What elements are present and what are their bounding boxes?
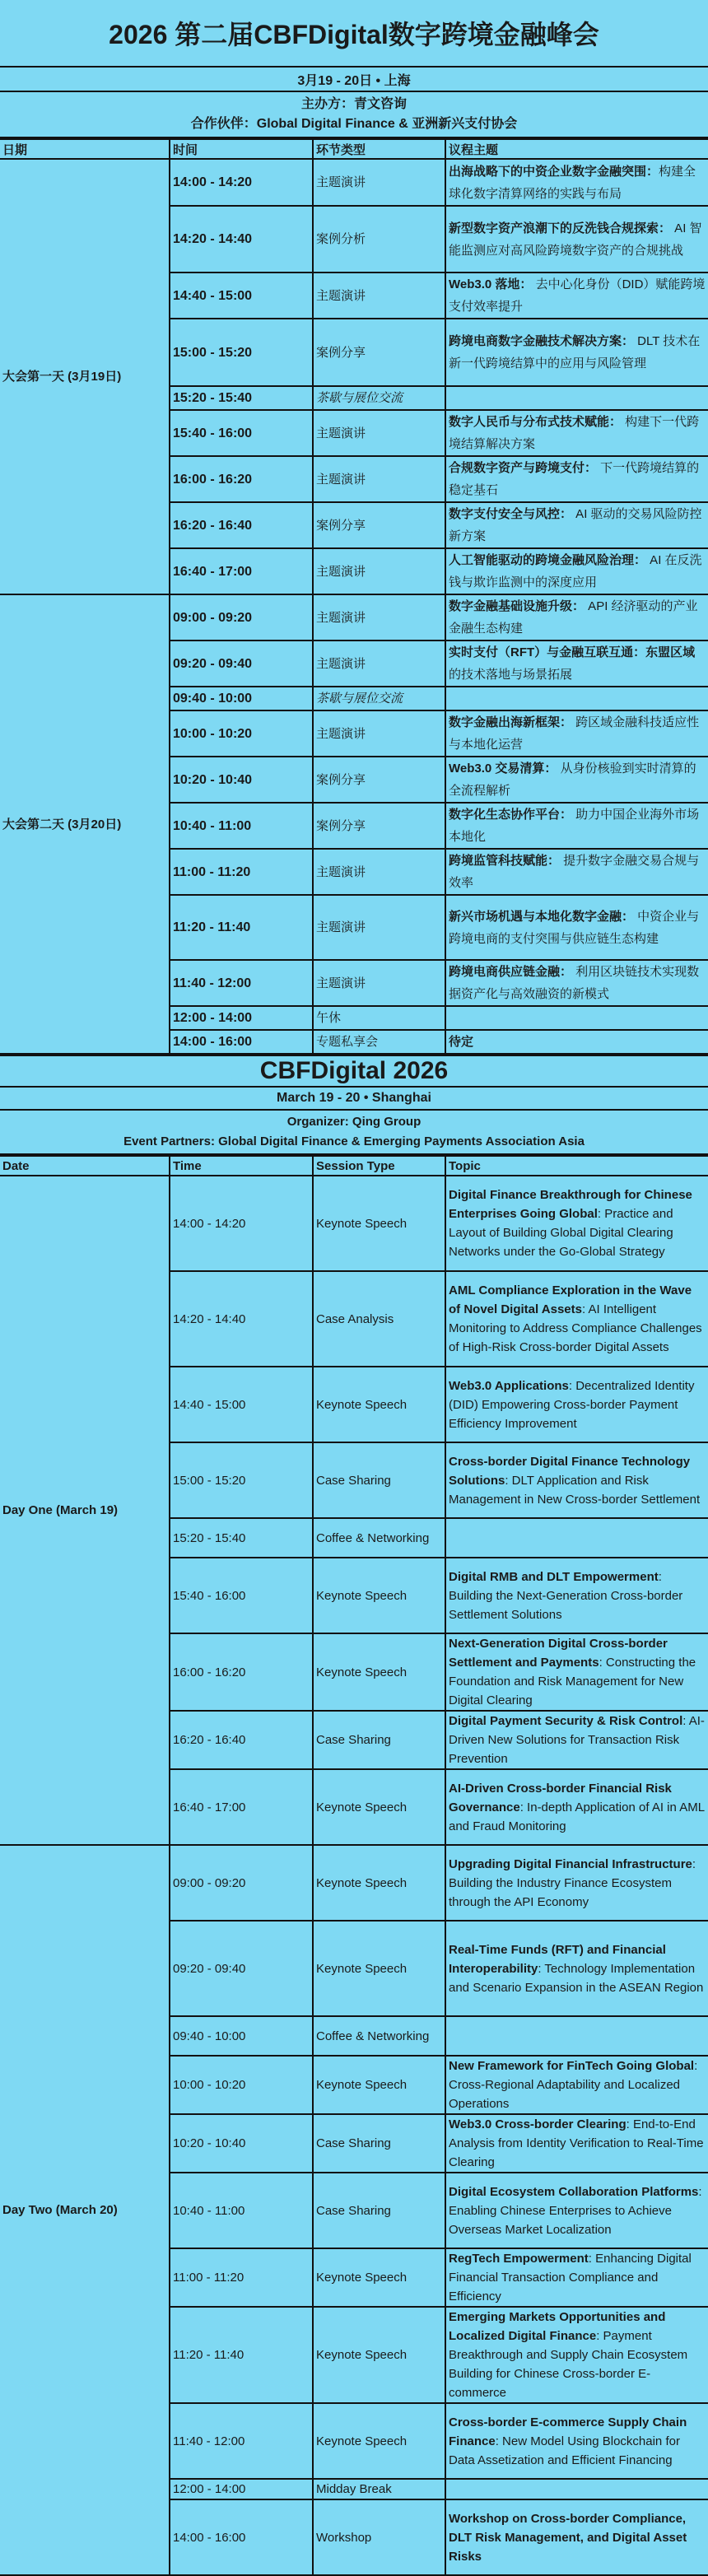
en-partners: Event Partners: Global Digital Finance & Emerging Payments Association Asia [123,1134,585,1148]
cn-topic-description: 的技术落地与场景拓展 [449,668,573,682]
cn-topic-cell [445,273,708,319]
cn-time-cell: 11:20 - 11:40 [170,895,313,960]
cn-time-cell: 16:40 - 17:00 [170,548,313,594]
en-session-type-cell: Keynote Speech [313,2248,445,2307]
cn-session-type-cell: 主题演讲 [313,548,445,594]
cn-topic-description: 中资企业与跨境电商的支付突围与供应链生态构建 [449,909,700,946]
cn-session-type-cell: 主题演讲 [313,641,445,687]
cn-time-cell: 14:00 - 14:20 [170,159,313,206]
en-date-location: March 19 - 20 • Shanghai [0,1088,708,1111]
cn-topic-description: 去中心化身份（DID）赋能跨境支付效率提升 [449,277,706,314]
en-topic-title: New Framework for FinTech Going Global [449,2059,695,2073]
cn-time-cell: 16:20 - 16:40 [170,502,313,548]
cn-session-type-cell: 主题演讲 [313,273,445,319]
cn-topic-cell [445,803,708,849]
en-organizer-block [0,1111,708,1155]
en-topic-description: : Technology Implementation and Scenario Expansion in the ASEAN Region [449,1961,704,1995]
cn-topic-cell [445,502,708,548]
en-topic-cell [445,1769,708,1845]
cn-session-type-cell: 案例分析 [313,206,445,273]
cn-time-cell: 09:40 - 10:00 [170,687,313,710]
en-topic-title: Digital Finance Breakthrough for Chinese Enterprises Going Global [449,1188,692,1221]
cn-topic-cell [445,159,708,206]
en-topic-description: : Building the Next-Generation Cross-border Settlement Solutions [449,1569,683,1622]
en-time-cell: 10:40 - 11:00 [170,2173,313,2248]
cn-topic-description: 构建全球化数字清算网络的实践与布局 [449,164,696,201]
en-topic-title: AML Compliance Exploration in the Wave of Novel Digital Assets [449,1283,692,1316]
en-topic-description: : Payment Breakthrough and Supply Chain Ecosystem Building for Chinese Cross-border E-commerce [449,2329,688,2400]
cn-date-location: 3月19 - 20日 • 上海 [0,68,708,92]
cn-topic-title: 数字人民币与分布式技术赋能： [449,415,622,429]
en-topic-title: AI-Driven Cross-border Financial Risk Governance [449,1781,672,1814]
cn-agenda-table [0,138,708,1055]
cn-topic-cell [445,849,708,895]
cn-topic-description: DLT 技术在新一代跨境结算中的应用与风险管理 [449,334,701,370]
en-session-type-cell: Keynote Speech [313,1769,445,1845]
en-topic-title: Workshop on Cross-border Compliance, DLT Risk Management, and Digital Asset Risks [449,2511,687,2564]
en-session-type-cell: Keynote Speech [313,2056,445,2114]
cn-session-type-cell: 主题演讲 [313,410,445,456]
cn-topic-cell [445,1006,708,1030]
cn-time-cell: 14:40 - 15:00 [170,273,313,319]
en-time-cell: 09:00 - 09:20 [170,1845,313,1921]
en-session-type-cell: Workshop [313,2499,445,2575]
cn-topic-description: 提升数字金融交易合规与效率 [449,854,700,890]
cn-topic-title: 数字支付安全与风控： [449,507,573,521]
cn-topic-title: Web3.0 落地： [449,277,533,291]
en-topic-cell [445,2173,708,2248]
en-time-cell: 11:40 - 12:00 [170,2403,313,2479]
en-time-cell: 14:40 - 15:00 [170,1367,313,1442]
en-time-cell: 11:20 - 11:40 [170,2307,313,2403]
en-session-type-cell: Case Sharing [313,1711,445,1769]
en-topic-title: Next-Generation Digital Cross-border Settlement and Payments [449,1637,668,1670]
cn-topic-cell [445,410,708,456]
en-session-type-cell: Coffee & Networking [313,2016,445,2056]
cn-topic-cell [445,386,708,410]
cn-header-date: 日期 [0,139,170,159]
en-topic-cell [445,2016,708,2056]
en-topic-cell [445,2248,708,2307]
cn-session-type-cell: 茶歇与展位交流 [313,687,445,710]
en-session-type-cell: Case Sharing [313,1442,445,1518]
cn-time-cell: 10:40 - 11:00 [170,803,313,849]
cn-time-cell: 09:00 - 09:20 [170,594,313,641]
cn-time-cell: 10:00 - 10:20 [170,710,313,757]
cn-topic-cell [445,319,708,386]
en-topic-cell [445,1633,708,1711]
en-topic-cell [445,1921,708,2016]
cn-topic-cell [445,710,708,757]
cn-title: 2026 第二届CBFDigital数字跨境金融峰会 [0,0,708,68]
en-session-type-cell: Keynote Speech [313,1633,445,1711]
en-topic-description: : AI-Driven New Solutions for Transaction Risk Prevention [449,1714,705,1766]
en-session-type-cell: Case Analysis [313,1271,445,1367]
en-topic-description: : Constructing the Foundation and Risk Management for New Digital Clearing [449,1656,696,1707]
cn-topic-description: AI 驱动的交易风险防控新方案 [449,507,702,543]
cn-day-label: 大会第二天 (3月20日) [0,594,170,1054]
en-session-type-cell: Keynote Speech [313,1176,445,1271]
cn-session-type-cell: 主题演讲 [313,159,445,206]
cn-topic-description: 助力中国企业海外市场本地化 [449,808,700,844]
en-session-type-cell: Case Sharing [313,2173,445,2248]
en-header-type: Session Type [313,1156,445,1176]
en-topic-cell [445,2499,708,2575]
cn-topic-title: 数字化生态协作平台： [449,808,573,822]
cn-session-type-cell: 主题演讲 [313,849,445,895]
en-session-type-cell: Keynote Speech [313,2307,445,2403]
en-topic-cell [445,2307,708,2403]
cn-agenda-row [0,159,708,206]
en-topic-cell [445,1271,708,1367]
en-session-type-cell: Midday Break [313,2479,445,2499]
en-time-cell: 16:00 - 16:20 [170,1633,313,1711]
en-topic-title: Web3.0 Cross-border Clearing [449,2117,626,2131]
en-topic-title: Digital RMB and DLT Empowerment [449,1569,659,1584]
en-header-topic: Topic [445,1156,708,1176]
cn-topic-cell [445,548,708,594]
en-day-label: Day Two (March 20) [0,1845,170,2575]
cn-time-cell: 11:00 - 11:20 [170,849,313,895]
cn-topic-cell [445,456,708,502]
en-time-cell: 09:40 - 10:00 [170,2016,313,2056]
cn-topic-title: 跨境电商数字金融技术解决方案： [449,334,635,348]
en-topic-title: Cross-border E-commerce Supply Chain Finance [449,2415,687,2448]
cn-session-type-cell: 专题私享会 [313,1030,445,1054]
cn-session-type-cell: 案例分享 [313,319,445,386]
en-topic-cell [445,2479,708,2499]
en-topic-description: : Cross-Regional Adaptability and Localized Operations [449,2059,698,2111]
en-topic-description: : Decentralized Identity (DID) Empowering Cross-border Payment Efficiency Improvement [449,1378,695,1431]
en-topic-cell [445,2403,708,2479]
en-topic-cell [445,1558,708,1633]
cn-topic-title: 待定 [449,1035,474,1049]
cn-session-type-cell: 主题演讲 [313,594,445,641]
cn-topic-title: 新兴市场机遇与本地化数字金融： [449,909,635,924]
en-session-type-cell: Keynote Speech [313,2403,445,2479]
en-topic-title: RegTech Empowerment [449,2252,589,2266]
en-time-cell: 10:20 - 10:40 [170,2114,313,2173]
en-topic-title: Real-Time Funds (RFT) and Financial Interoperability [449,1942,666,1976]
cn-topic-title: 跨境电商供应链金融： [449,965,573,979]
cn-session-type-cell: 案例分享 [313,502,445,548]
en-topic-description: : Building the Industry Finance Ecosystem through the API Economy [449,1856,696,1909]
en-time-cell: 15:40 - 16:00 [170,1558,313,1633]
cn-topic-title: 数字金融出海新框架： [449,715,573,729]
en-topic-title: Cross-border Digital Finance Technology Solutions [449,1454,691,1488]
en-session-type-cell: Keynote Speech [313,1921,445,2016]
en-title: CBFDigital 2026 [0,1055,708,1088]
cn-organizer: 主办方：青文咨询 [300,97,407,111]
en-topic-title: Digital Payment Security & Risk Control [449,1714,683,1728]
en-topic-description: : AI Intelligent Monitoring to Address Compliance Challenges of High-Risk Cross-border Digital Assets [449,1302,702,1354]
en-session-type-cell: Case Sharing [313,2114,445,2173]
cn-topic-cell [445,687,708,710]
en-topic-description: : New Model Using Blockchain for Data Assetization and Efficient Financing [449,2434,680,2467]
en-topic-description: : Enabling Chinese Enterprises to Achieve Overseas Market Localization [449,2184,702,2237]
en-topic-title: Web3.0 Applications [449,1378,569,1393]
en-topic-title: Emerging Markets Opportunities and Localized Digital Finance [449,2310,666,2343]
cn-topic-title: 数字金融基础设施升级： [449,599,585,613]
cn-topic-cell [445,960,708,1006]
cn-time-cell: 14:20 - 14:40 [170,206,313,273]
en-topic-description: : Practice and Layout of Building Global Digital Clearing Networks under the Go-Global Strategy [449,1207,673,1259]
cn-topic-title: 实时支付（RFT）与金融互联互通：东盟区域 [449,645,696,659]
en-session-type-cell: Coffee & Networking [313,1518,445,1558]
en-topic-cell [445,1442,708,1518]
en-time-cell: 14:20 - 14:40 [170,1271,313,1367]
en-topic-description: : End-to-End Analysis from Identity Verification to Real-Time Clearing [449,2117,704,2169]
cn-topic-description: API 经济驱动的产业金融生态构建 [449,599,698,636]
cn-topic-description: 利用区块链技术实现数据资产化与高效融资的新模式 [449,965,700,1001]
cn-time-cell: 15:00 - 15:20 [170,319,313,386]
en-topic-description: : In-depth Application of AI in AML and Fraud Monitoring [449,1800,705,1833]
cn-agenda-row [0,594,708,641]
en-topic-cell [445,1176,708,1271]
cn-topic-cell [445,641,708,687]
cn-time-cell: 14:00 - 16:00 [170,1030,313,1054]
cn-time-cell: 16:00 - 16:20 [170,456,313,502]
cn-topic-title: Web3.0 交易清算： [449,762,557,776]
cn-time-cell: 10:20 - 10:40 [170,757,313,803]
en-topic-cell [445,1367,708,1442]
en-time-cell: 14:00 - 14:20 [170,1176,313,1271]
cn-session-type-cell: 案例分享 [313,757,445,803]
cn-topic-cell [445,1030,708,1054]
cn-header-type: 环节类型 [313,139,445,159]
en-session-type-cell: Keynote Speech [313,1558,445,1633]
cn-table-header [0,139,708,159]
cn-topic-description: 下一代跨境结算的稳定基石 [449,461,700,497]
cn-topic-cell [445,757,708,803]
cn-topic-description: 构建下一代跨境结算解决方案 [449,415,700,451]
cn-topic-description: AI 在反洗钱与欺诈监测中的深度应用 [449,553,702,589]
en-session-type-cell: Keynote Speech [313,1845,445,1921]
en-time-cell: 15:00 - 15:20 [170,1442,313,1518]
en-topic-cell [445,1518,708,1558]
en-table-header [0,1156,708,1176]
cn-header-topic: 议程主题 [445,139,708,159]
en-time-cell: 15:20 - 15:40 [170,1518,313,1558]
cn-topic-description: 从身份核验到实时清算的全流程解析 [449,762,696,798]
cn-partners: 合作伙伴：Global Digital Finance & 亚洲新兴支付协会 [190,117,518,131]
cn-topic-description: AI 智能监测应对高风险跨境数字资产的合规挑战 [449,221,702,258]
en-agenda-row [0,1176,708,1271]
cn-time-cell: 15:20 - 15:40 [170,386,313,410]
cn-session-type-cell: 茶歇与展位交流 [313,386,445,410]
en-header-time: Time [170,1156,313,1176]
en-topic-description: : Enhancing Digital Financial Transaction Compliance and Efficiency [449,2252,692,2303]
cn-session-type-cell: 主题演讲 [313,456,445,502]
en-header-date: Date [0,1156,170,1176]
en-time-cell: 11:00 - 11:20 [170,2248,313,2307]
cn-session-type-cell: 主题演讲 [313,895,445,960]
cn-session-type-cell: 主题演讲 [313,960,445,1006]
en-topic-cell [445,2114,708,2173]
cn-topic-cell [445,206,708,273]
cn-time-cell: 09:20 - 09:40 [170,641,313,687]
cn-time-cell: 12:00 - 14:00 [170,1006,313,1030]
en-topic-cell [445,1711,708,1769]
en-topic-cell [445,1845,708,1921]
en-time-cell: 14:00 - 16:00 [170,2499,313,2575]
cn-topic-title: 新型数字资产浪潮下的反洗钱合规探索： [449,221,672,235]
en-time-cell: 12:00 - 14:00 [170,2479,313,2499]
cn-session-type-cell: 午休 [313,1006,445,1030]
cn-topic-title: 跨境监管科技赋能： [449,854,561,868]
cn-time-cell: 11:40 - 12:00 [170,960,313,1006]
cn-session-type-cell: 主题演讲 [313,710,445,757]
cn-topic-title: 人工智能驱动的跨境金融风险治理： [449,553,647,567]
cn-organizer-block [0,92,708,138]
en-time-cell: 09:20 - 09:40 [170,1921,313,2016]
cn-day-label: 大会第一天 (3月19日) [0,159,170,594]
cn-session-type-cell: 案例分享 [313,803,445,849]
en-day-label: Day One (March 19) [0,1176,170,1845]
en-time-cell: 16:20 - 16:40 [170,1711,313,1769]
en-topic-title: Digital Ecosystem Collaboration Platforms [449,2184,699,2199]
cn-header-time: 时间 [170,139,313,159]
en-session-type-cell: Keynote Speech [313,1367,445,1442]
en-agenda-row [0,1845,708,1921]
en-topic-description: : DLT Application and Risk Management in New Cross-border Settlement [449,1473,701,1507]
cn-topic-cell [445,895,708,960]
en-topic-title: Upgrading Digital Financial Infrastructure [449,1856,692,1871]
en-topic-cell [445,2056,708,2114]
en-organizer: Organizer: Qing Group [286,1115,422,1129]
cn-time-cell: 15:40 - 16:00 [170,410,313,456]
en-agenda-table [0,1155,708,2576]
en-time-cell: 10:00 - 10:20 [170,2056,313,2114]
cn-topic-description: 跨区域金融科技适应性与本地化运营 [449,715,700,752]
cn-topic-cell [445,594,708,641]
cn-topic-title: 出海战略下的中资企业数字金融突围： [449,164,659,179]
cn-topic-title: 合规数字资产与跨境支付： [449,461,598,475]
en-time-cell: 16:40 - 17:00 [170,1769,313,1845]
